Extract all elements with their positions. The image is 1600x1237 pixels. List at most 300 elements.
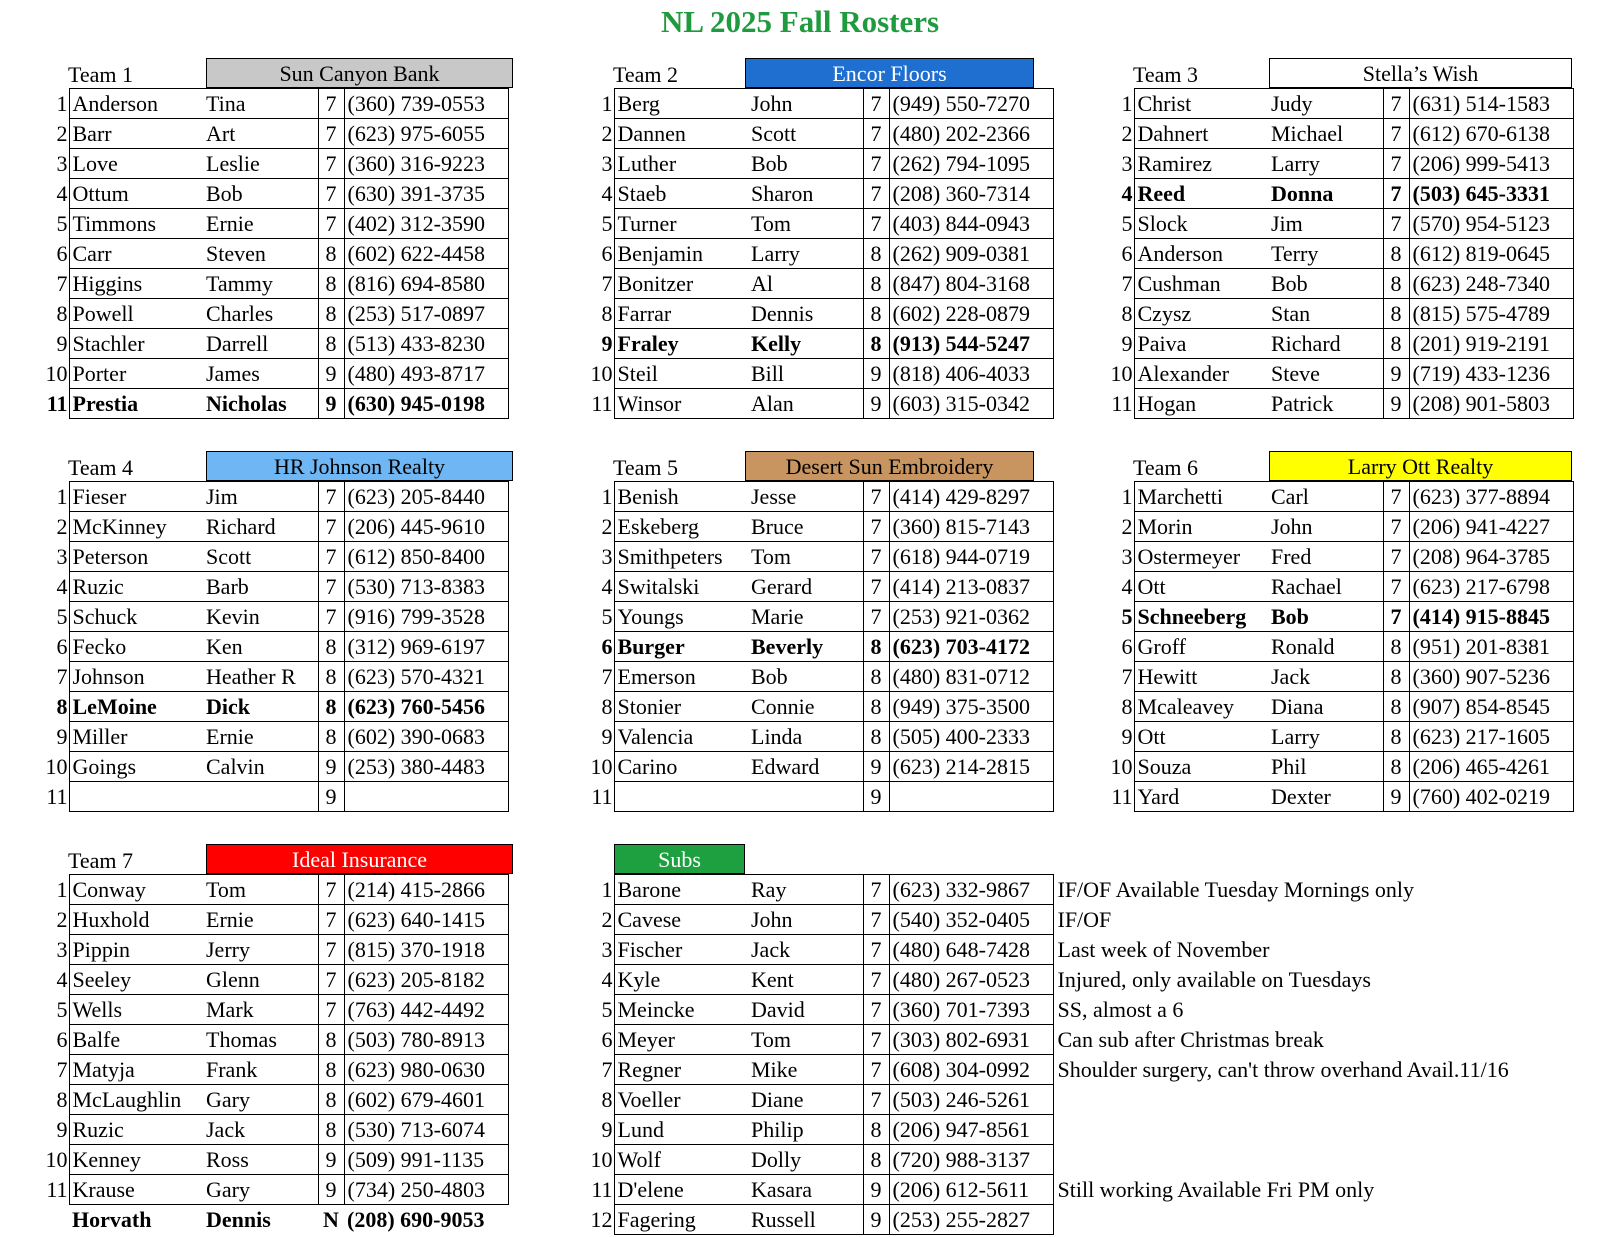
phone-cell: (208) 964-3785	[1409, 542, 1573, 572]
last-name-cell: Anderson	[69, 89, 203, 119]
first-name-cell: Ernie	[203, 209, 318, 239]
first-name-cell: Bob	[1268, 269, 1383, 299]
row-number: 6	[1121, 634, 1133, 659]
row-number: 11	[591, 1177, 613, 1202]
first-name-cell: Gerard	[748, 572, 863, 602]
extra-player-table	[42, 1205, 508, 1234]
row-number: 6	[601, 634, 613, 659]
roster-table	[42, 874, 509, 1205]
last-name-cell: Powell	[69, 299, 203, 329]
phone-cell: (360) 907-5236	[1409, 662, 1573, 692]
subs-block	[587, 844, 1593, 1235]
first-name-cell: Dexter	[1268, 782, 1383, 812]
phone-cell: (623) 570-4321	[344, 662, 508, 692]
last-name-cell: Benish	[614, 482, 748, 512]
rating-cell: 8	[863, 299, 889, 329]
phone-cell: (630) 945-0198	[344, 389, 508, 419]
phone-cell: (253) 517-0897	[344, 299, 508, 329]
row-number: 8	[1121, 694, 1133, 719]
table-row	[587, 662, 1053, 692]
phone-cell: (480) 493-8717	[344, 359, 508, 389]
row-number: 9	[1121, 331, 1133, 356]
table-row	[587, 782, 1053, 812]
first-name-cell: Steven	[203, 239, 318, 269]
team-label: Team 1	[68, 62, 134, 87]
row-number: 10	[590, 754, 613, 779]
last-name-cell: Porter	[69, 359, 203, 389]
last-name-cell: Anderson	[1134, 239, 1268, 269]
first-name-cell: Dennis	[206, 1207, 271, 1233]
team-label: Team 3	[1133, 62, 1199, 87]
phone-cell: (303) 802-6931	[889, 1025, 1053, 1055]
note-cell	[1053, 1145, 1593, 1175]
first-name-cell: Dennis	[748, 299, 863, 329]
table-row	[1107, 89, 1573, 119]
phone-cell: (513) 433-8230	[344, 329, 508, 359]
table-row	[1107, 572, 1573, 602]
table-row	[42, 935, 508, 965]
note-cell	[1053, 1205, 1593, 1235]
phone-cell: (206) 941-4227	[1409, 512, 1573, 542]
row-number: 11	[1111, 784, 1133, 809]
phone-cell: (503) 645-3331	[1409, 179, 1573, 209]
table-row	[587, 119, 1053, 149]
table-row	[587, 329, 1053, 359]
row-number: 5	[56, 211, 68, 236]
rating-cell: 8	[863, 632, 889, 662]
rating-cell: 8	[1383, 299, 1409, 329]
table-row	[42, 662, 508, 692]
phone-cell: (402) 312-3590	[344, 209, 508, 239]
rating-cell: N	[323, 1207, 339, 1233]
rating-cell: 7	[863, 482, 889, 512]
last-name-cell: Turner	[614, 209, 748, 239]
last-name-cell: Ruzic	[69, 572, 203, 602]
first-name-cell: Judy	[1268, 89, 1383, 119]
phone-cell: (360) 739-0553	[344, 89, 508, 119]
first-name-cell: Larry	[748, 239, 863, 269]
first-name-cell: Stan	[1268, 299, 1383, 329]
rating-cell: 8	[1383, 722, 1409, 752]
rating-cell: 7	[863, 119, 889, 149]
table-row	[587, 875, 1593, 905]
table-row	[1107, 239, 1573, 269]
rating-cell: 7	[318, 512, 344, 542]
phone-cell: (262) 909-0381	[889, 239, 1053, 269]
first-name-cell: Michael	[1268, 119, 1383, 149]
team-sponsor: Larry Ott Realty	[1269, 451, 1572, 481]
table-row	[1107, 179, 1573, 209]
first-name-cell: Philip	[748, 1115, 863, 1145]
row-number: 7	[601, 271, 613, 296]
rating-cell: 7	[863, 572, 889, 602]
first-name-cell: Glenn	[203, 965, 318, 995]
first-name-cell: Bruce	[748, 512, 863, 542]
first-name-cell: John	[748, 89, 863, 119]
rating-cell: 7	[863, 179, 889, 209]
row-number: 9	[601, 331, 613, 356]
row-number: 9	[56, 724, 68, 749]
phone-cell: (208) 360-7314	[889, 179, 1053, 209]
first-name-cell: Art	[203, 119, 318, 149]
table-row	[587, 389, 1053, 419]
last-name-cell: Berg	[614, 89, 748, 119]
first-name-cell: Mark	[203, 995, 318, 1025]
rating-cell: 7	[318, 209, 344, 239]
phone-cell: (816) 694-8580	[344, 269, 508, 299]
row-number: 4	[601, 967, 613, 992]
table-row	[42, 602, 508, 632]
phone-cell: (623) 980-0630	[344, 1055, 508, 1085]
table-row	[42, 149, 508, 179]
last-name-cell: Smithpeters	[614, 542, 748, 572]
phone-cell: (206) 612-5611	[889, 1175, 1053, 1205]
row-number: 10	[45, 754, 68, 779]
last-name-cell: Meyer	[614, 1025, 748, 1055]
rating-cell: 7	[318, 89, 344, 119]
first-name-cell: Jack	[748, 935, 863, 965]
table-row	[42, 995, 508, 1025]
table-row	[587, 632, 1053, 662]
rating-cell: 9	[863, 1175, 889, 1205]
last-name-cell: Wolf	[614, 1145, 748, 1175]
rating-cell: 7	[318, 179, 344, 209]
last-name-cell: Fraley	[614, 329, 748, 359]
phone-cell: (360) 815-7143	[889, 512, 1053, 542]
rating-cell: 8	[318, 1115, 344, 1145]
phone-cell: (503) 780-8913	[344, 1025, 508, 1055]
last-name-cell	[614, 782, 748, 812]
last-name-cell: Slock	[1134, 209, 1268, 239]
row-number: 5	[56, 604, 68, 629]
last-name-cell: Bonitzer	[614, 269, 748, 299]
first-name-cell: Larry	[1268, 149, 1383, 179]
table-row	[587, 89, 1053, 119]
row-number: 11	[591, 391, 613, 416]
last-name-cell: Peterson	[69, 542, 203, 572]
note-cell: Injured, only available on Tuesdays	[1057, 967, 1371, 992]
roster-table	[1107, 481, 1574, 812]
last-name-cell: Matyja	[69, 1055, 203, 1085]
first-name-cell: Scott	[748, 119, 863, 149]
row-number: 1	[601, 484, 613, 509]
table-row	[42, 119, 508, 149]
last-name-cell: Morin	[1134, 512, 1268, 542]
row-number: 6	[56, 1027, 68, 1052]
rating-cell: 7	[318, 905, 344, 935]
last-name-cell: Schneeberg	[1134, 602, 1268, 632]
last-name-cell: Barr	[69, 119, 203, 149]
table-row	[42, 512, 508, 542]
phone-cell: (312) 969-6197	[344, 632, 508, 662]
table-row	[1107, 632, 1573, 662]
note-cell: IF/OF	[1057, 907, 1112, 932]
rating-cell: 9	[318, 1175, 344, 1205]
row-number: 9	[601, 724, 613, 749]
last-name-cell: Prestia	[69, 389, 203, 419]
phone-cell: (360) 316-9223	[344, 149, 508, 179]
first-name-cell	[203, 782, 318, 812]
last-name-cell: Kenney	[69, 1145, 203, 1175]
first-name-cell: Beverly	[748, 632, 863, 662]
phone-cell: (612) 819-0645	[1409, 239, 1573, 269]
team-block	[587, 451, 1054, 812]
table-row	[42, 692, 508, 722]
phone-cell: (602) 228-0879	[889, 299, 1053, 329]
table-row	[42, 965, 508, 995]
phone-cell: (206) 445-9610	[344, 512, 508, 542]
row-number: 1	[56, 91, 68, 116]
rating-cell: 8	[318, 269, 344, 299]
rating-cell: 7	[318, 935, 344, 965]
row-number: 8	[56, 1087, 68, 1112]
last-name-cell: Valencia	[614, 722, 748, 752]
phone-cell: (602) 622-4458	[344, 239, 508, 269]
note-cell: SS, almost a 6	[1057, 997, 1184, 1022]
row-number: 9	[1121, 724, 1133, 749]
row-number: 10	[590, 1147, 613, 1172]
first-name-cell: Kent	[748, 965, 863, 995]
first-name-cell: Kevin	[203, 602, 318, 632]
last-name-cell: Fieser	[69, 482, 203, 512]
first-name-cell: Jim	[203, 482, 318, 512]
rating-cell: 9	[318, 782, 344, 812]
first-name-cell: John	[748, 905, 863, 935]
phone-cell: (720) 988-3137	[889, 1145, 1053, 1175]
first-name-cell: Jesse	[748, 482, 863, 512]
last-name-cell: Higgins	[69, 269, 203, 299]
row-number: 10	[590, 361, 613, 386]
last-name-cell: Fischer	[614, 935, 748, 965]
row-number: 11	[591, 784, 613, 809]
table-row	[1107, 299, 1573, 329]
row-number: 11	[46, 784, 68, 809]
last-name-cell: Youngs	[614, 602, 748, 632]
last-name-cell: Steil	[614, 359, 748, 389]
row-number: 11	[46, 1177, 68, 1202]
rating-cell: 7	[1383, 179, 1409, 209]
row-number: 2	[601, 121, 613, 146]
rating-cell: 7	[1383, 89, 1409, 119]
table-row	[42, 1175, 508, 1205]
rating-cell: 7	[863, 512, 889, 542]
first-name-cell: Patrick	[1268, 389, 1383, 419]
rating-cell: 8	[1383, 752, 1409, 782]
last-name-cell: Souza	[1134, 752, 1268, 782]
phone-cell: (815) 370-1918	[344, 935, 508, 965]
row-number: 5	[601, 211, 613, 236]
last-name-cell	[69, 782, 203, 812]
last-name-cell: Paiva	[1134, 329, 1268, 359]
first-name-cell: Jack	[1268, 662, 1383, 692]
first-name-cell: Diana	[1268, 692, 1383, 722]
table-row	[587, 1205, 1593, 1235]
rating-cell: 7	[863, 1025, 889, 1055]
row-number: 8	[1121, 301, 1133, 326]
row-number: 5	[601, 604, 613, 629]
table-row	[42, 239, 508, 269]
row-number: 6	[1121, 241, 1133, 266]
rating-cell: 7	[318, 149, 344, 179]
row-number: 7	[56, 271, 68, 296]
table-row	[1107, 782, 1573, 812]
rating-cell: 7	[1383, 512, 1409, 542]
last-name-cell: Cushman	[1134, 269, 1268, 299]
rating-cell: 7	[863, 209, 889, 239]
last-name-cell: D'elene	[614, 1175, 748, 1205]
row-number: 8	[56, 301, 68, 326]
phone-cell: (403) 844-0943	[889, 209, 1053, 239]
first-name-cell: Ray	[748, 875, 863, 905]
first-name-cell: Richard	[203, 512, 318, 542]
roster-table	[42, 88, 509, 419]
team-label: Team 2	[613, 62, 679, 87]
last-name-cell: Czysz	[1134, 299, 1268, 329]
row-number: 7	[601, 1057, 613, 1082]
rating-cell: 7	[863, 542, 889, 572]
last-name-cell: Love	[69, 149, 203, 179]
row-number: 3	[601, 544, 613, 569]
rating-cell: 7	[318, 482, 344, 512]
table-row	[42, 299, 508, 329]
table-row	[1107, 662, 1573, 692]
rating-cell: 8	[318, 299, 344, 329]
phone-cell: (623) 217-6798	[1409, 572, 1573, 602]
row-number: 8	[601, 694, 613, 719]
first-name-cell: Larry	[1268, 722, 1383, 752]
table-row	[42, 722, 508, 752]
rating-cell: 7	[863, 89, 889, 119]
rating-cell: 7	[318, 542, 344, 572]
first-name-cell: Carl	[1268, 482, 1383, 512]
rating-cell: 8	[318, 1025, 344, 1055]
last-name-cell: Horvath	[72, 1207, 152, 1233]
phone-cell: (719) 433-1236	[1409, 359, 1573, 389]
phone-cell: (208) 690-9053	[347, 1207, 485, 1233]
table-row	[42, 89, 508, 119]
rating-cell: 9	[1383, 359, 1409, 389]
row-number: 7	[1121, 271, 1133, 296]
table-row	[1107, 149, 1573, 179]
table-row	[42, 329, 508, 359]
first-name-cell: Russell	[748, 1205, 863, 1235]
first-name-cell: Ken	[203, 632, 318, 662]
phone-cell: (623) 214-2815	[889, 752, 1053, 782]
row-number: 9	[56, 1117, 68, 1142]
rating-cell: 7	[863, 602, 889, 632]
first-name-cell: Marie	[748, 602, 863, 632]
row-number: 1	[1121, 484, 1133, 509]
roster-table	[1107, 88, 1574, 419]
team-header	[587, 58, 1053, 88]
last-name-cell: Alexander	[1134, 359, 1268, 389]
row-number: 3	[56, 937, 68, 962]
first-name-cell: Bob	[748, 662, 863, 692]
table-row	[587, 572, 1053, 602]
phone-cell: (214) 415-2866	[344, 875, 508, 905]
rating-cell: 8	[318, 1055, 344, 1085]
row-number: 3	[601, 937, 613, 962]
last-name-cell: Reed	[1134, 179, 1268, 209]
rating-cell: 8	[863, 722, 889, 752]
phone-cell: (815) 575-4789	[1409, 299, 1573, 329]
phone-cell	[889, 782, 1053, 812]
team-header	[1107, 58, 1573, 88]
first-name-cell: John	[1268, 512, 1383, 542]
last-name-cell: LeMoine	[69, 692, 203, 722]
last-name-cell: Kyle	[614, 965, 748, 995]
first-name-cell: Kasara	[748, 1175, 863, 1205]
first-name-cell: Steve	[1268, 359, 1383, 389]
phone-cell: (480) 648-7428	[889, 935, 1053, 965]
team-block	[1107, 58, 1574, 419]
team-label: Team 6	[1133, 455, 1199, 480]
rating-cell: 7	[863, 905, 889, 935]
first-name-cell: Leslie	[203, 149, 318, 179]
table-row	[587, 905, 1593, 935]
rating-cell: 8	[863, 662, 889, 692]
rating-cell: 8	[1383, 632, 1409, 662]
phone-cell: (760) 402-0219	[1409, 782, 1573, 812]
team-label: Team 4	[68, 455, 134, 480]
first-name-cell: Edward	[748, 752, 863, 782]
table-row	[1107, 542, 1573, 572]
roster-table	[587, 481, 1054, 812]
phone-cell: (360) 701-7393	[889, 995, 1053, 1025]
row-number: 1	[56, 877, 68, 902]
page-title: NL 2025 Fall Rosters	[660, 4, 940, 39]
note-cell: Shoulder surgery, can't throw overhand Avail.11/16	[1057, 1057, 1509, 1082]
row-number: 4	[1121, 181, 1133, 206]
rating-cell: 8	[863, 1115, 889, 1145]
last-name-cell: Ott	[1134, 722, 1268, 752]
rating-cell: 7	[318, 995, 344, 1025]
last-name-cell: Goings	[69, 752, 203, 782]
table-row	[587, 1115, 1593, 1145]
note-cell	[1053, 1085, 1593, 1115]
last-name-cell: Regner	[614, 1055, 748, 1085]
rating-cell: 9	[318, 389, 344, 419]
table-row	[42, 179, 508, 209]
phone-cell: (540) 352-0405	[889, 905, 1053, 935]
table-row	[587, 995, 1593, 1025]
last-name-cell: Emerson	[614, 662, 748, 692]
phone-cell: (951) 201-8381	[1409, 632, 1573, 662]
phone-cell: (206) 947-8561	[889, 1115, 1053, 1145]
table-row	[1107, 602, 1573, 632]
phone-cell: (623) 248-7340	[1409, 269, 1573, 299]
table-row	[42, 572, 508, 602]
row-number: 6	[601, 1027, 613, 1052]
last-name-cell: McKinney	[69, 512, 203, 542]
row-number: 11	[1111, 391, 1133, 416]
rating-cell: 8	[318, 1085, 344, 1115]
row-number: 5	[601, 997, 613, 1022]
table-row	[587, 542, 1053, 572]
team-sponsor: Sun Canyon Bank	[206, 58, 513, 88]
rating-cell: 8	[1383, 239, 1409, 269]
phone-cell: (763) 442-4492	[344, 995, 508, 1025]
last-name-cell: Timmons	[69, 209, 203, 239]
rating-cell: 7	[1383, 572, 1409, 602]
row-number	[42, 1205, 69, 1234]
rating-cell: 7	[863, 965, 889, 995]
rating-cell: 8	[863, 269, 889, 299]
row-number: 2	[56, 514, 68, 539]
last-name-cell: Conway	[69, 875, 203, 905]
rating-cell: 7	[318, 875, 344, 905]
first-name-cell: Bob	[1268, 602, 1383, 632]
